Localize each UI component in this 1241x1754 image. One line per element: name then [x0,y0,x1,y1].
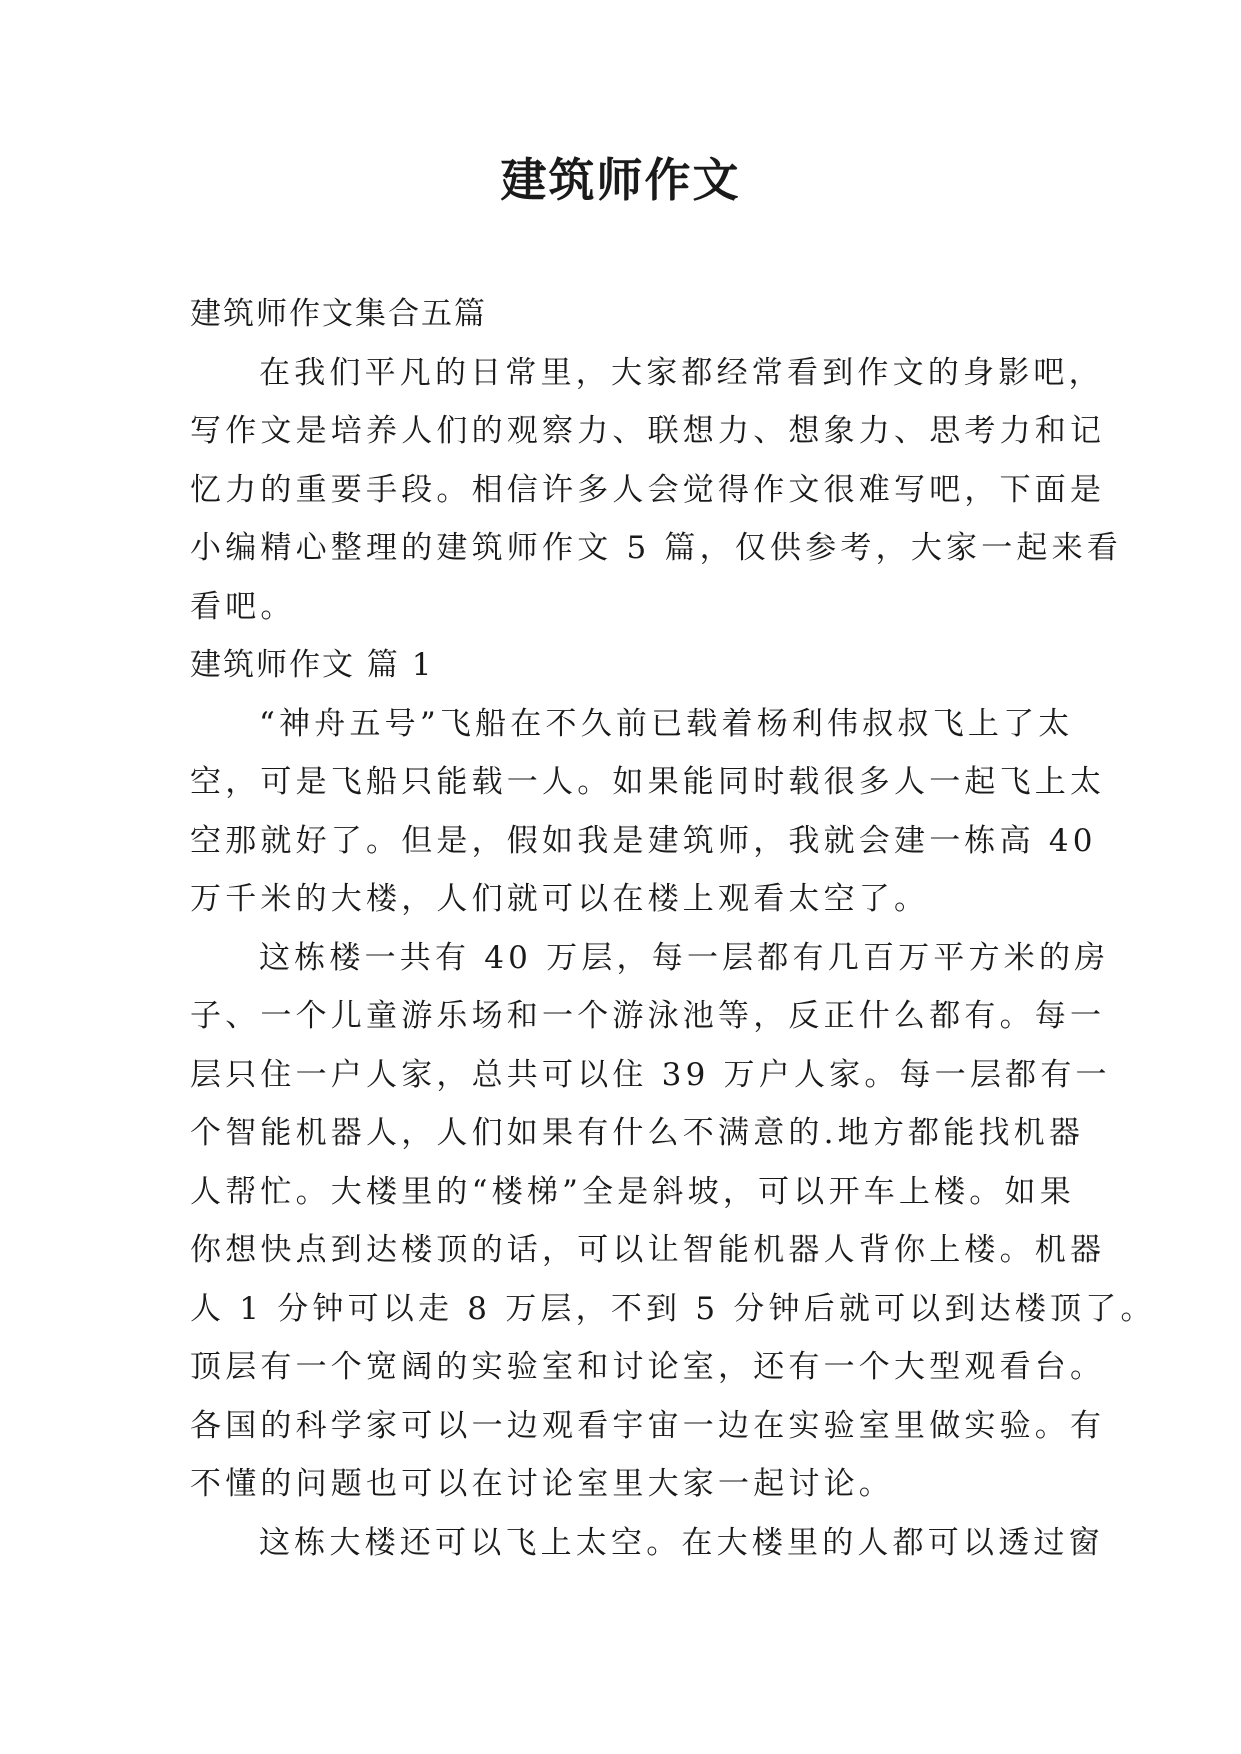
document-body [190,285,1156,1572]
paragraph-line: 不懂的问题也可以在讨论室里大家一起讨论。 [190,1466,894,1502]
section-heading: 建筑师作文 篇 1 [190,647,434,683]
paragraph-line: 这栋楼一共有 40 万层，每一层都有几百万平方米的房 [259,939,1110,976]
paragraph-line: 看吧。 [190,588,296,625]
paragraph-line: 写作文是培养人们的观察力、联想力、想象力、思考力和记 [190,413,1106,449]
paragraph-line: 在我们平凡的日常里，大家都经常看到作文的身影吧， [259,354,1104,391]
paragraph-line: 你想快点到达楼顶的话，可以让智能机器人背你上楼。机器 [190,1232,1106,1268]
paragraph-line: 小编精心整理的建筑师作文 5 篇，仅供参考，大家一起来看 [190,530,1123,566]
paragraph-line: 人 1 分钟可以走 8 万层，不到 5 分钟后就可以到达楼顶了。 [190,1290,1156,1327]
paragraph-line: “神舟五号”飞船在不久前已载着杨利伟叔叔飞上了太 [259,705,1074,742]
paragraph-line: 层只住一户人家，总共可以住 39 万户人家。每一层都有一 [190,1056,1111,1093]
paragraph-line: 个智能机器人，人们如果有什么不满意的.地方都能找机器 [190,1115,1085,1151]
document-title: 建筑师作文 [500,153,741,207]
collection-heading: 建筑师作文集合五篇 [190,296,487,332]
paragraph-line: 空，可是飞船只能载一人。如果能同时载很多人一起飞上太 [190,764,1106,800]
paragraph-line: 忆力的重要手段。相信许多人会觉得作文很难写吧，下面是 [190,471,1106,508]
paragraph-line: 万千米的大楼，人们就可以在楼上观看太空了。 [190,881,930,917]
paragraph-line: 顶层有一个宽阔的实验室和讨论室，还有一个大型观看台。 [190,1349,1106,1385]
paragraph-line: 这栋大楼还可以飞上太空。在大楼里的人都可以透过窗 [259,1524,1104,1561]
paragraph-line: 人帮忙。大楼里的“楼梯”全是斜坡，可以开车上楼。如果 [190,1173,1075,1210]
paragraph-line: 子、一个儿童游乐场和一个游泳池等，反正什么都有。每一 [190,998,1106,1034]
paragraph-line: 各国的科学家可以一边观看宇宙一边在实验室里做实验。有 [190,1407,1106,1444]
paragraph-line: 空那就好了。但是，假如我是建筑师，我就会建一栋高 40 [190,822,1097,859]
